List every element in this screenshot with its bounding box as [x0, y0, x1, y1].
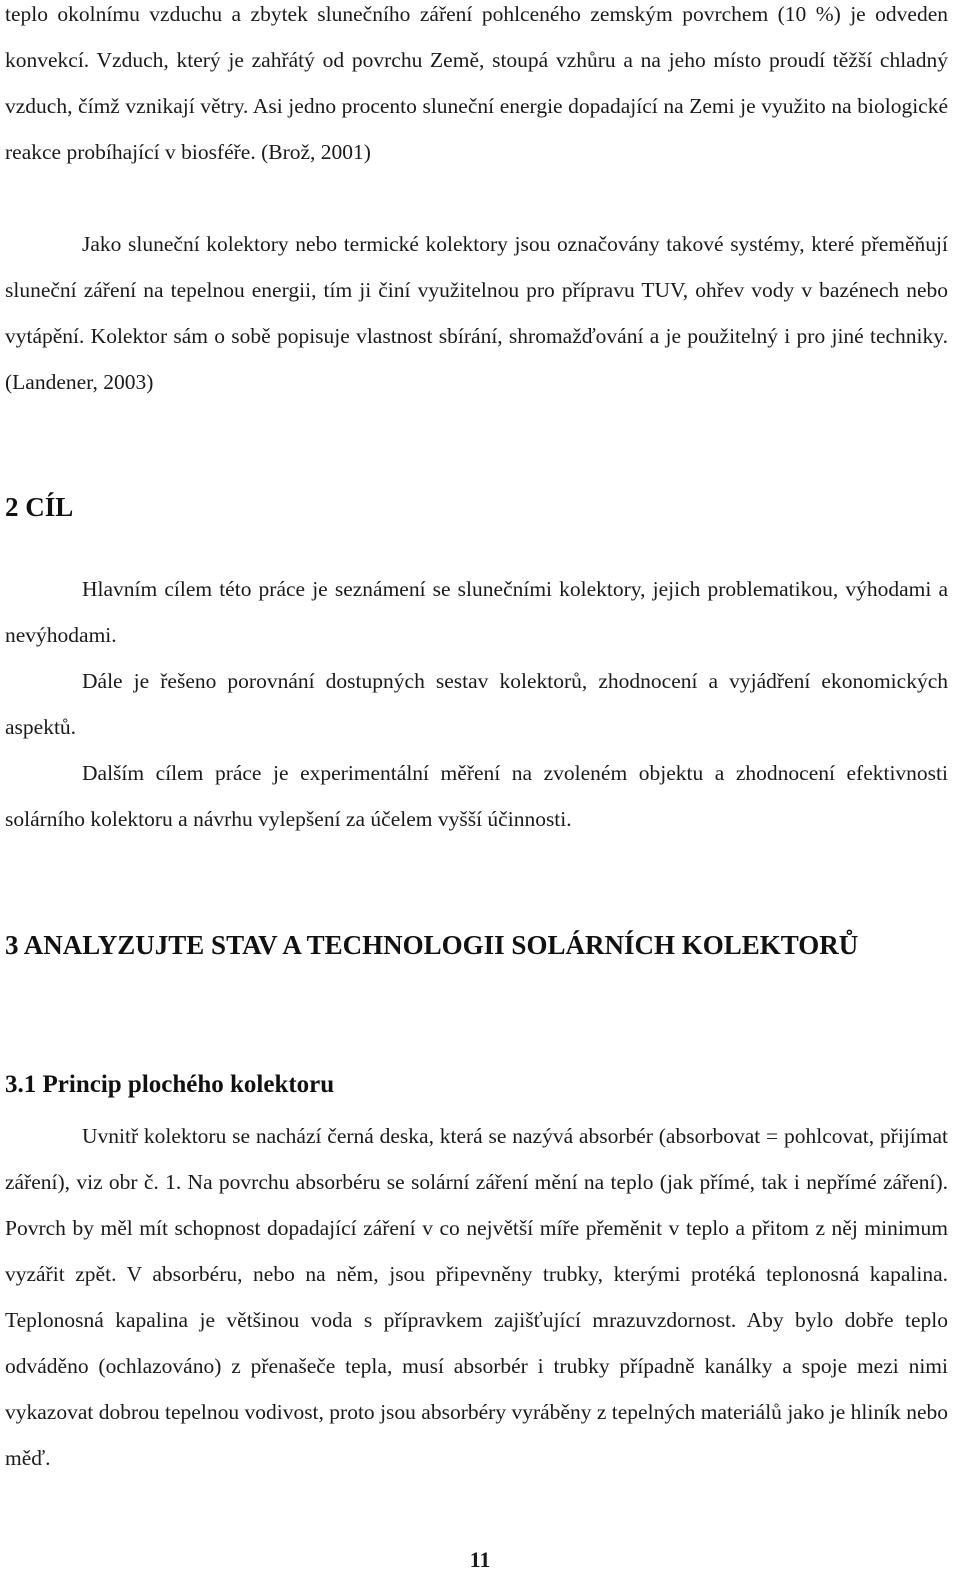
- heading-analysis: 3 ANALYZUJTE STAV A TECHNOLOGII SOLÁRNÍCH KOLEKTORŮ: [5, 930, 859, 960]
- page-number: 11: [469, 1547, 491, 1572]
- subheading-flat-collector-principle: 3.1 Princip plochého kolektoru: [5, 1071, 335, 1098]
- paragraph-goal-main: Hlavním cílem této práce je seznámení se slunečními kolektory, jejich problematikou, výhodami a nevýhodami.: [5, 577, 948, 647]
- paragraph-goal-experiment: Dalším cílem práce je experimentální měření na zvoleném objektu a zhodnocení efektivnosti solárního kolektoru a návrhu vylepšení za účelem vyšší účinnosti.: [5, 761, 948, 831]
- paragraph-flat-collector: Uvnitř kolektoru se nachází černá deska, která se nazývá absorbér (absorbovat = pohlcovat, přijímat záření), viz obr č. 1. Na povrchu absorbéru se solární záření mění na teplo (jak přímé, tak i nepřímé záření). Povrch by měl mít schopnost dopadající záření v co největší míře přeměnit v teplo a přitom z něj minimum vyzářit zpět. V absorbéru, nebo na něm, jsou připevněny trubky, kterými protéká teplonosná kapalina. Teplonosná kapalina je většinou voda s přípravkem zajišťující mrazuvzdornost. Aby bylo dobře teplo odváděno (ochlazováno) z přenašeče tepla, musí absorbér i trubky případně kanálky a spoje mezi nimi vykazovat dobrou tepelnou vodivost, proto jsou absorbéry vyráběny z tepelných materiálů jako je hliník nebo měď.: [5, 1124, 948, 1470]
- paragraph-solar-collectors: Jako sluneční kolektory nebo termické kolektory jsou označovány takové systémy, které přeměňují sluneční záření na tepelnou energii, tím ji činí využitelnou pro přípravu TUV, ohřev vody v bazénech nebo vytápění. Kolektor sám o sobě popisuje vlastnost sbírání, shromažďování a je použitelný i pro jiné techniky. (Landener, 2003): [5, 232, 948, 394]
- heading-goal: 2 CÍL: [5, 492, 74, 522]
- paragraph-convection: teplo okolnímu vzduchu a zbytek slunečního záření pohlceného zemským povrchem (10 %) je odveden konvekcí. Vzduch, který je zahřátý od povrchu Země, stoupá vzhůru a na jeho místo proudí těžší chladný vzduch, čímž vznikají větry. Asi jedno procento sluneční energie dopadající na Zemi je využito na biologické reakce probíhající v biosféře. (Brož, 2001): [5, 2, 948, 164]
- paragraph-goal-comparison: Dále je řešeno porovnání dostupných sestav kolektorů, zhodnocení a vyjádření ekonomických aspektů.: [5, 669, 948, 739]
